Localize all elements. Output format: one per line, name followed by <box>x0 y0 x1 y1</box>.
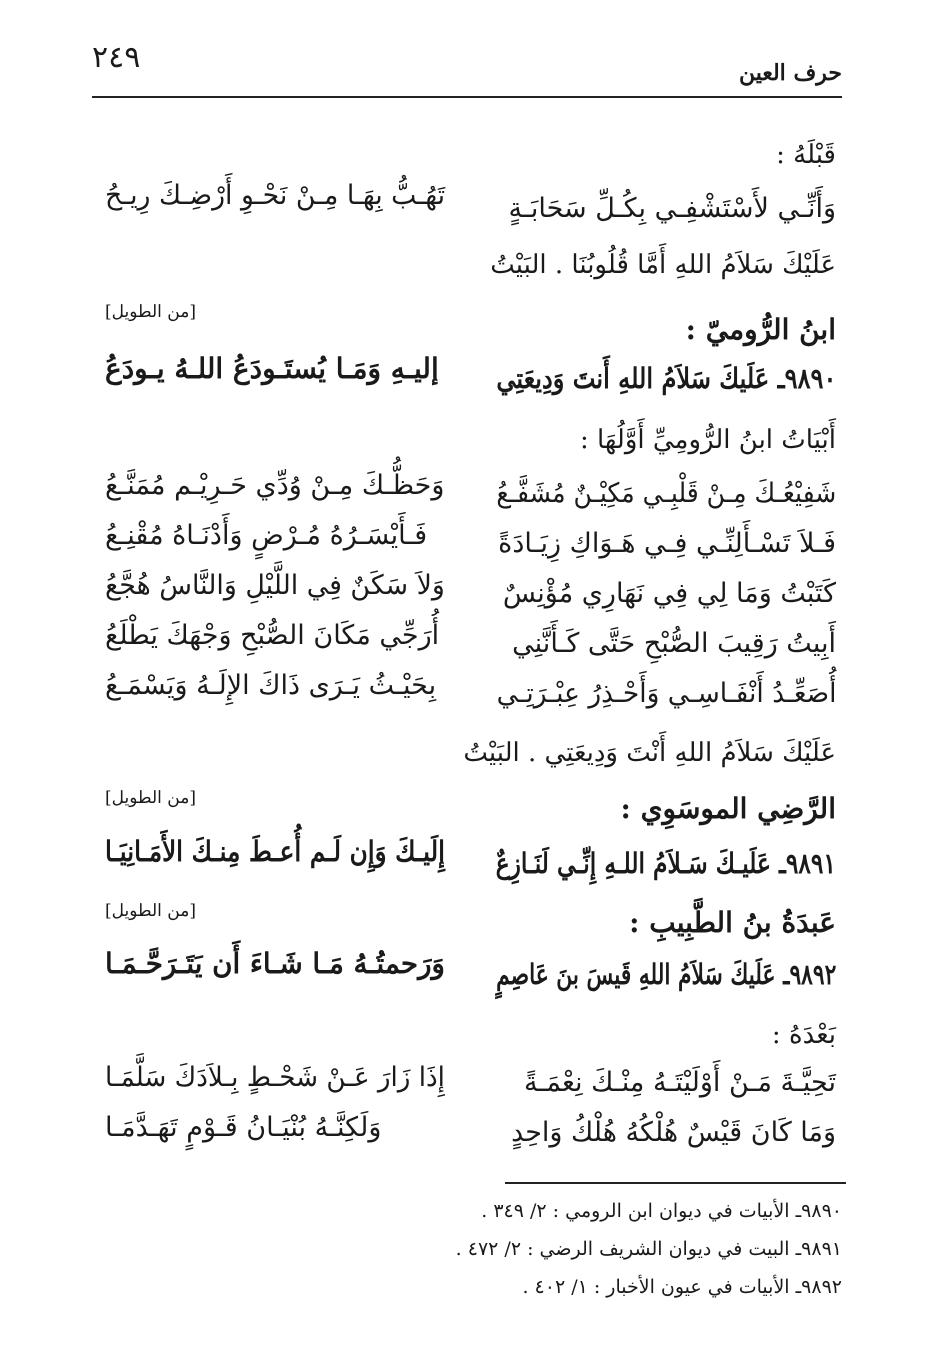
verse-second-hemistich: وَلَكِنَّـهُ بُنْيَـانُ قَـوْمٍ تَهَـدَّمَـا <box>105 1112 382 1143</box>
intro-line: عَلَيْكَ سَلاَمُ اللهِ أَمَّا قُلُوبُنَا . البَيْتُ <box>490 250 836 280</box>
verse-second-hemistich: فَـأَيْسَـرُهُ مُـرْضٍ وَأَدْنَـاهُ مُقْنِـعُ <box>105 520 428 551</box>
footnote-rule <box>505 1182 846 1184</box>
verse-first-hemistich: أَبِيتُ رَقِيبَ الصُّبْحِ حَتَّى كَـأَنَّنِي <box>512 628 836 659</box>
verse-second-hemistich: إِذَا زَارَ عَـنْ شَحْـطٍ بِـلاَدَكَ سَلَّمَـا <box>105 1062 445 1093</box>
intro-line: الرَّضِي الموسَوِي : <box>620 792 836 825</box>
intro-line: عَلَيْكَ سَلاَمُ اللهِ أَنْتَ وَدِيعَتِي . البَيْتُ <box>463 738 836 768</box>
verse-second-hemistich: بِحَيْـثُ يَـرَى ذَاكَ الإِلَـهُ وَيَسْمَـعُ <box>105 670 437 701</box>
verse-second-hemistich: تَهُـبُّ بِهَـا مِـنْ نَحْـوِ أَرْضِـكَ رِيـحُ <box>105 180 446 211</box>
page-number: ٢٤٩ <box>92 40 141 75</box>
verse-first-hemistich: ٩٨٩٢ـ عَلَيكَ سَلاَمُ اللهِ قَيسَ بنَ عَاصِمٍ <box>495 958 836 991</box>
header-rule <box>92 96 842 98</box>
verse-first-hemistich: كَتَبْتُ وَمَا لِي فِي نَهَارِي مُؤْنِسٌ <box>502 578 836 609</box>
running-head: حرف العين <box>738 60 842 86</box>
verse-first-hemistich: تَحِيَّـةَ مَـنْ أَوْلَيْتَـهُ مِنْـكَ نِعْمَـةً <box>524 1067 836 1098</box>
verse-first-hemistich: وَمَا كَانَ قَيْسٌ هُلْكُهُ هُلْكُ وَاحِدٍ <box>511 1117 836 1148</box>
intro-line: عَبدَةُ بنُ الطَّبِيبِ : <box>629 906 836 939</box>
intro-line: أَبْيَاتُ ابنُ الرُّومِيِّ أَوَّلُهَا : <box>579 425 836 455</box>
meter-label: [من الطويل] <box>105 901 196 921</box>
verse-first-hemistich: أُصَعِّـدُ أَنْفَـاسِـي وَأَحْـذِرُ عِبْـرَتِـي <box>496 678 836 709</box>
footnote: ٩٨٩٠ـ الأبيات في ديوان ابن الرومي : ٢/ ٣٤٩ . <box>481 1200 842 1222</box>
meter-label: [من الطويل] <box>105 302 196 322</box>
intro-line: بَعْدَهُ : <box>771 1020 836 1050</box>
verse-second-hemistich: إِلَيـكَ وَإِن لَـم أُعـطَ مِنـكَ الأَمَـانِيَـا <box>105 835 446 868</box>
verse-second-hemistich: وَرَحمتُـهُ مَـا شَـاءَ أَن يَتَـرَحَّـمَـا <box>105 947 445 980</box>
footnote: ٩٨٩١ـ البيت في ديوان الشريف الرضي : ٢/ ٤٧٢ . <box>455 1238 842 1260</box>
meter-label: [من الطويل] <box>105 788 196 808</box>
verse-second-hemistich: أُرَجِّي مَكَانَ الصُّبْحِ وَجْهَكَ يَطْلَعُ <box>105 620 440 651</box>
verse-first-hemistich: ٩٨٩٠ـ عَلَيكَ سَلاَمُ اللهِ أَنتَ وَدِيعَتِي <box>495 362 836 395</box>
verse-first-hemistich: شَفِيْعُـكَ مِـنْ قَلْبِـي مَكِيْـنٌ مُشَفَّـعُ <box>496 478 836 509</box>
verse-first-hemistich: ٩٨٩١ـ عَلَيـكَ سَـلاَمُ اللـهِ إِنِّـي لَنَـازِعٌ <box>495 847 836 880</box>
verse-second-hemistich: وَلاَ سَكَنٌ فِي اللَّيْلِ وَالنَّاسُ هُجَّعُ <box>105 570 445 601</box>
footnote: ٩٨٩٢ـ الأبيات في عيون الأخبار : ١/ ٤٠٢ . <box>522 1276 842 1298</box>
intro-line: قَبْلَهُ : <box>776 140 836 170</box>
verse-first-hemistich: فَـلاَ تَسْـأَلِنِّـي فِـي هَـوَاكِ زِيَـادَةً <box>498 528 836 559</box>
verse-first-hemistich: وَأَنِّـي لأَسْتَشْفِـي بِكُـلِّ سَحَابَـةٍ <box>508 193 836 224</box>
intro-line: ابنُ الرُّوميّ : <box>685 313 836 346</box>
verse-second-hemistich: إليـهِ وَمَـا يُستَـودَعُ اللـهُ يـودَعُ <box>105 352 439 385</box>
verse-second-hemistich: وَحَظُّـكَ مِـنْ وُدِّي حَـرِيْـم مُمَنَّـعُ <box>105 470 445 501</box>
